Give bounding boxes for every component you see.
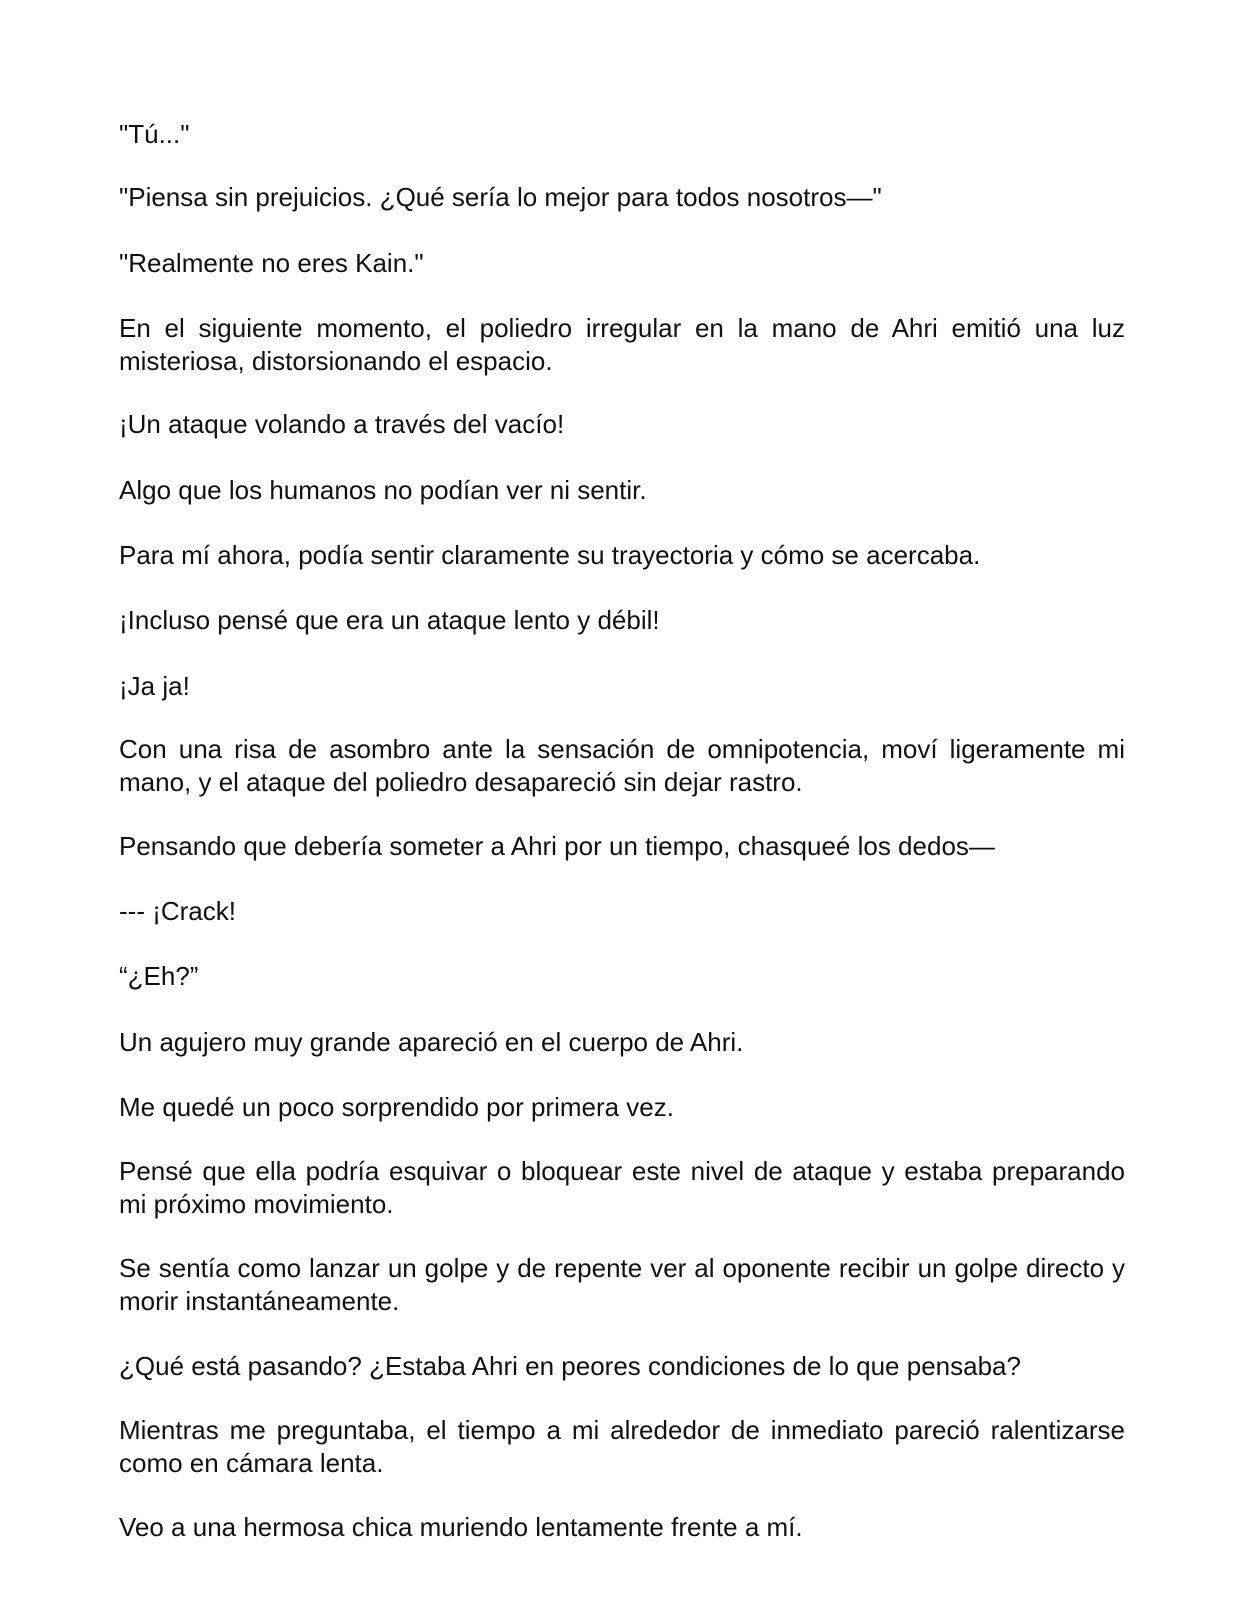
paragraph: "Realmente no eres Kain." (119, 248, 424, 278)
paragraph: ¿Qué está pasando? ¿Estaba Ahri en peores condiciones de lo que pensaba? (119, 1351, 1021, 1381)
paragraph: ¡Incluso pensé que era un ataque lento y débil! (119, 605, 660, 635)
paragraph: Me quedé un poco sorprendido por primera vez. (119, 1092, 674, 1122)
paragraph: Para mí ahora, podía sentir claramente su trayectoria y cómo se acercaba. (119, 540, 981, 570)
paragraph: Veo a una hermosa chica muriendo lentamente frente a mí. (119, 1512, 803, 1542)
paragraph: Mientras me preguntaba, el tiempo a mi alrededor de inmediato pareció ralentizarse como en cámara lenta. (119, 1415, 1125, 1478)
paragraph: En el siguiente momento, el poliedro irregular en la mano de Ahri emitió una luz misteriosa, distorsionando el espacio. (119, 313, 1125, 376)
paragraph: Algo que los humanos no podían ver ni sentir. (119, 475, 647, 505)
paragraph: ¡Ja ja! (119, 671, 190, 701)
paragraph: --- ¡Crack! (119, 896, 236, 926)
paragraph: Con una risa de asombro ante la sensación de omnipotencia, moví ligeramente mi mano, y el ataque del poliedro desapareció sin dejar rastro. (119, 734, 1125, 797)
paragraph: Pensando que debería someter a Ahri por un tiempo, chasqueé los dedos— (119, 831, 995, 861)
paragraph: "Piensa sin prejuicios. ¿Qué sería lo mejor para todos nosotros—" (119, 182, 882, 212)
paragraph: ¡Un ataque volando a través del vacío! (119, 409, 565, 439)
paragraph: "Tú..." (119, 119, 190, 149)
paragraph: Pensé que ella podría esquivar o bloquear este nivel de ataque y estaba preparando mi próximo movimiento. (119, 1156, 1125, 1219)
paragraph: Se sentía como lanzar un golpe y de repente ver al oponente recibir un golpe directo y morir instantáneamente. (119, 1253, 1125, 1316)
paragraph: Un agujero muy grande apareció en el cuerpo de Ahri. (119, 1027, 744, 1057)
paragraph: “¿Eh?” (119, 961, 199, 991)
